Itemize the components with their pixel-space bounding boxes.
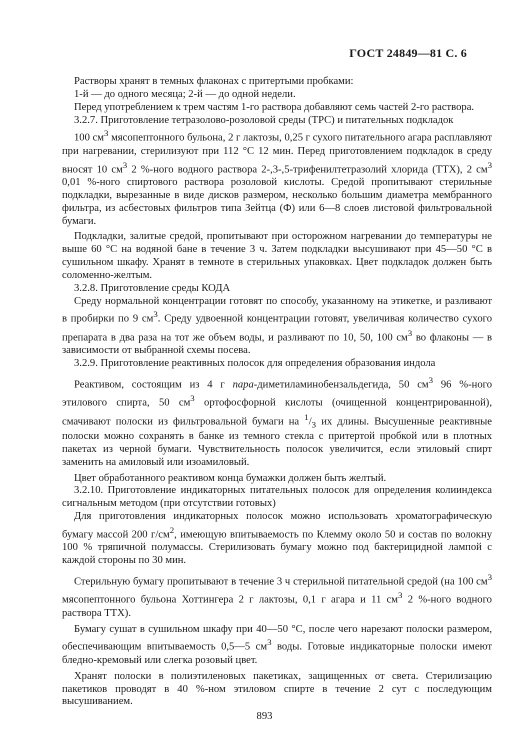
- paragraph: Стерильную бумагу пропитывают в течение 3 ч стерильной питательной средой (на 100 $см^3$ мясопептонного бульона Хоттингера 2 г лактозы, 0,1 г агара и 11 $см^3$ 2 %-ного водного раствора ТТХ).: [62, 572, 492, 619]
- page-header: ГОСТ 24849—81 С. 6: [349, 46, 467, 60]
- section-heading: 3.2.10. Приготовление индикаторных питательных полосок для определения колииндекса сигнальным методом (при отсутствии готовых): [62, 485, 492, 510]
- section-heading: 3.2.9. Приготовление реактивных полосок для определения образования индола: [74, 358, 436, 369]
- paragraph: Хранят полоски в полиэтиленовых пакетиках, защищенных от света. Стерилизацию пакетиков проводят в 40 %-ном этиловом спирте в течение 2 сут с последующим высушиванием.: [62, 670, 492, 708]
- section-heading: 3.2.8. Приготовление среды КОДА: [74, 282, 231, 294]
- paragraph: 1-й — до одного месяца; 2-й — до одной недели.: [74, 88, 296, 100]
- paragraph: Бумагу сушат в сушильном шкафу при 40—50 °С, после чего нарезают полоски размером, обеспечивающим впитываемость 0,5—5 $см^3$ воды. Готовые индикаторные полоски имеют бледно-кремовый или слегка розовый цвет.: [62, 623, 492, 666]
- section-heading: 3.2.7. Приготовление тетразолово-розоловой среды (ТРС) и питательных подкладок: [74, 114, 454, 126]
- paragraph: Цвет обработанного реактивом конца бумажки должен быть желтый.: [74, 472, 387, 484]
- paragraph: Реактивом, состоящим из 4 г пара-диметиламинобензальдегида, 50 $см^3$ 96 %-ного этилового спирта, 50 $см^3$ ортофосфорной кислоты (очищенной концентрированной), смачивают полоски из фильтровальной бумаги на $^1/_3$ их длины. Высушенные реактивные полоски можно сохранять в банке из темного стекла с притертой пробкой или в плотных пакетах из черной бумаги. Чувствительность полосок увеличится, если этиловый спирт заменить на амиловый или изоамиловый.: [62, 374, 493, 468]
- paragraph: Для приготовления индикаторных полосок можно использовать хроматографическую бумагу массой 200 $г/см^2$, имеющую впитываемость по Клемму около 50 и состав по волокну 100 % тряпичной полумассы. Стерилизовать бумагу можно под бактерицидной лампой с каждой стороны по 30 мин.: [62, 511, 492, 567]
- page-number: 893: [256, 711, 273, 722]
- paragraph: Растворы хранят в темных флаконах с притертыми пробками:: [74, 76, 354, 87]
- paragraph: Среду нормальной концентрации готовят по способу, указанному на этикетке, и разливают в пробирки по 9 $см^3$. Среду удвоенной концентрации готовят, увеличивая количество сухого препарата в два раза на тот же объем воды, и разливают по 10, 50, 100 $см^3$ во флаконы — в зависимости от выбранной схемы посева.: [62, 295, 493, 357]
- paragraph: Подкладки, залитые средой, пропитывают при осторожном нагревании до температуры не выше 60 °С на водяной бане в течение 3 ч. Затем подкладки высушивают при 45—50 °С в сушильном шкафу. Хранят в темноте в стерильных упаковках. Цвет подкладок должен быть соломенно-желтым.: [62, 231, 492, 281]
- paragraph: 100 $см^3$ мясопептонного бульона, 2 г лактозы, 0,25 г сухого питательного агара расплавляют при нагревании, стерилизуют при 112 °С 12 мин. Перед приготовлением подкладок в среду вносят 10 $см^3$ 2 %-ного водного раствора 2-,3-,5-трифенилтетразолий хлорида (ТТХ), 2 $см^3$ 0,01 %-ного спиртового раствора розоловой кислоты. Средой пропитывают стерильные подкладки, вырезанные в виде дисков размером, несколько большим диаметра мембранного фильтра, из асбестовых фильтров типа Зейтца (Ф) или 6—8 слоев листовой фильтровальной бумаги.: [62, 128, 492, 227]
- paragraph: Перед употреблением к трем частям 1-го раствора добавляют семь частей 2-го раствора.: [74, 101, 475, 113]
- document-body: [62, 76, 492, 709]
